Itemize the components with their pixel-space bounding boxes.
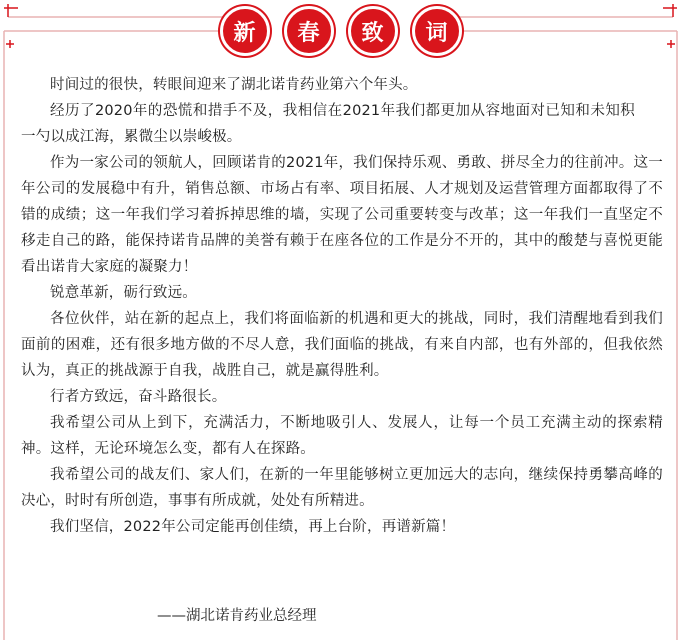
paragraph: 锐意革新，砺行致远。: [50, 285, 197, 301]
paragraph: 作为一家公司的领航人，回顾诺肯的2021年，我们保持乐观、勇敢、拼尽全力的往前冲。这一年公司的发展稳中有升，销售总额、市场占有率、项目拓展、人才规划及运营管理方面都取得了不错的成绩；这一年我们学习着拆掉思维的墙，实现了公司重要转变与改革；这一年我们一直坚定不移走自己的路，能保持诺肯品牌的美誉有赖于在座各位的工作是分不开的，其中的酸楚与喜悦更能看出诺肯大家庭的凝聚力！: [21, 155, 663, 275]
title-badges: [0, 6, 681, 56]
article-body: [21, 72, 663, 540]
paragraph: 各位伙伴，站在新的起点上，我们将面临新的机遇和更大的挑战，同时，我们清醒地看到我们面前的困难，还有很多地方做的不尽人意，我们面临的挑战，有来自内部，也有外部的，但我依然认为，真正的挑战源于自我，战胜自己，就是赢得胜利。: [21, 311, 663, 379]
paragraph: 时间过的很快，转眼间迎来了湖北诺肯药业第六个年头。: [50, 77, 418, 93]
title-badge: 致: [348, 6, 398, 56]
paragraph: 经历了2020年的恐慌和措手不及，我相信在2021年我们都更加从容地面对已知和未知积一勺以成江海，累微尘以崇峻极。: [21, 103, 635, 145]
title-badge: 春: [284, 6, 334, 56]
paragraph: 我希望公司从上到下，充满活力，不断地吸引人、发展人，让每一个员工充满主动的探索精神。这样，无论环境怎么变，都有人在探路。: [21, 415, 663, 457]
title-badge: 词: [412, 6, 462, 56]
signature: ——湖北诺肯药业总经理: [157, 608, 317, 624]
paragraph: 我们坚信，2022年公司定能再创佳绩，再上台阶，再谱新篇！: [50, 519, 456, 535]
paragraph: 我希望公司的战友们、家人们，在新的一年里能够树立更加远大的志向，继续保持勇攀高峰的决心，时时有所创造，事事有所成就，处处有所精进。: [21, 467, 663, 509]
paragraph: 行者方致远，奋斗路很长。: [50, 389, 227, 405]
title-badge: 新: [220, 6, 270, 56]
